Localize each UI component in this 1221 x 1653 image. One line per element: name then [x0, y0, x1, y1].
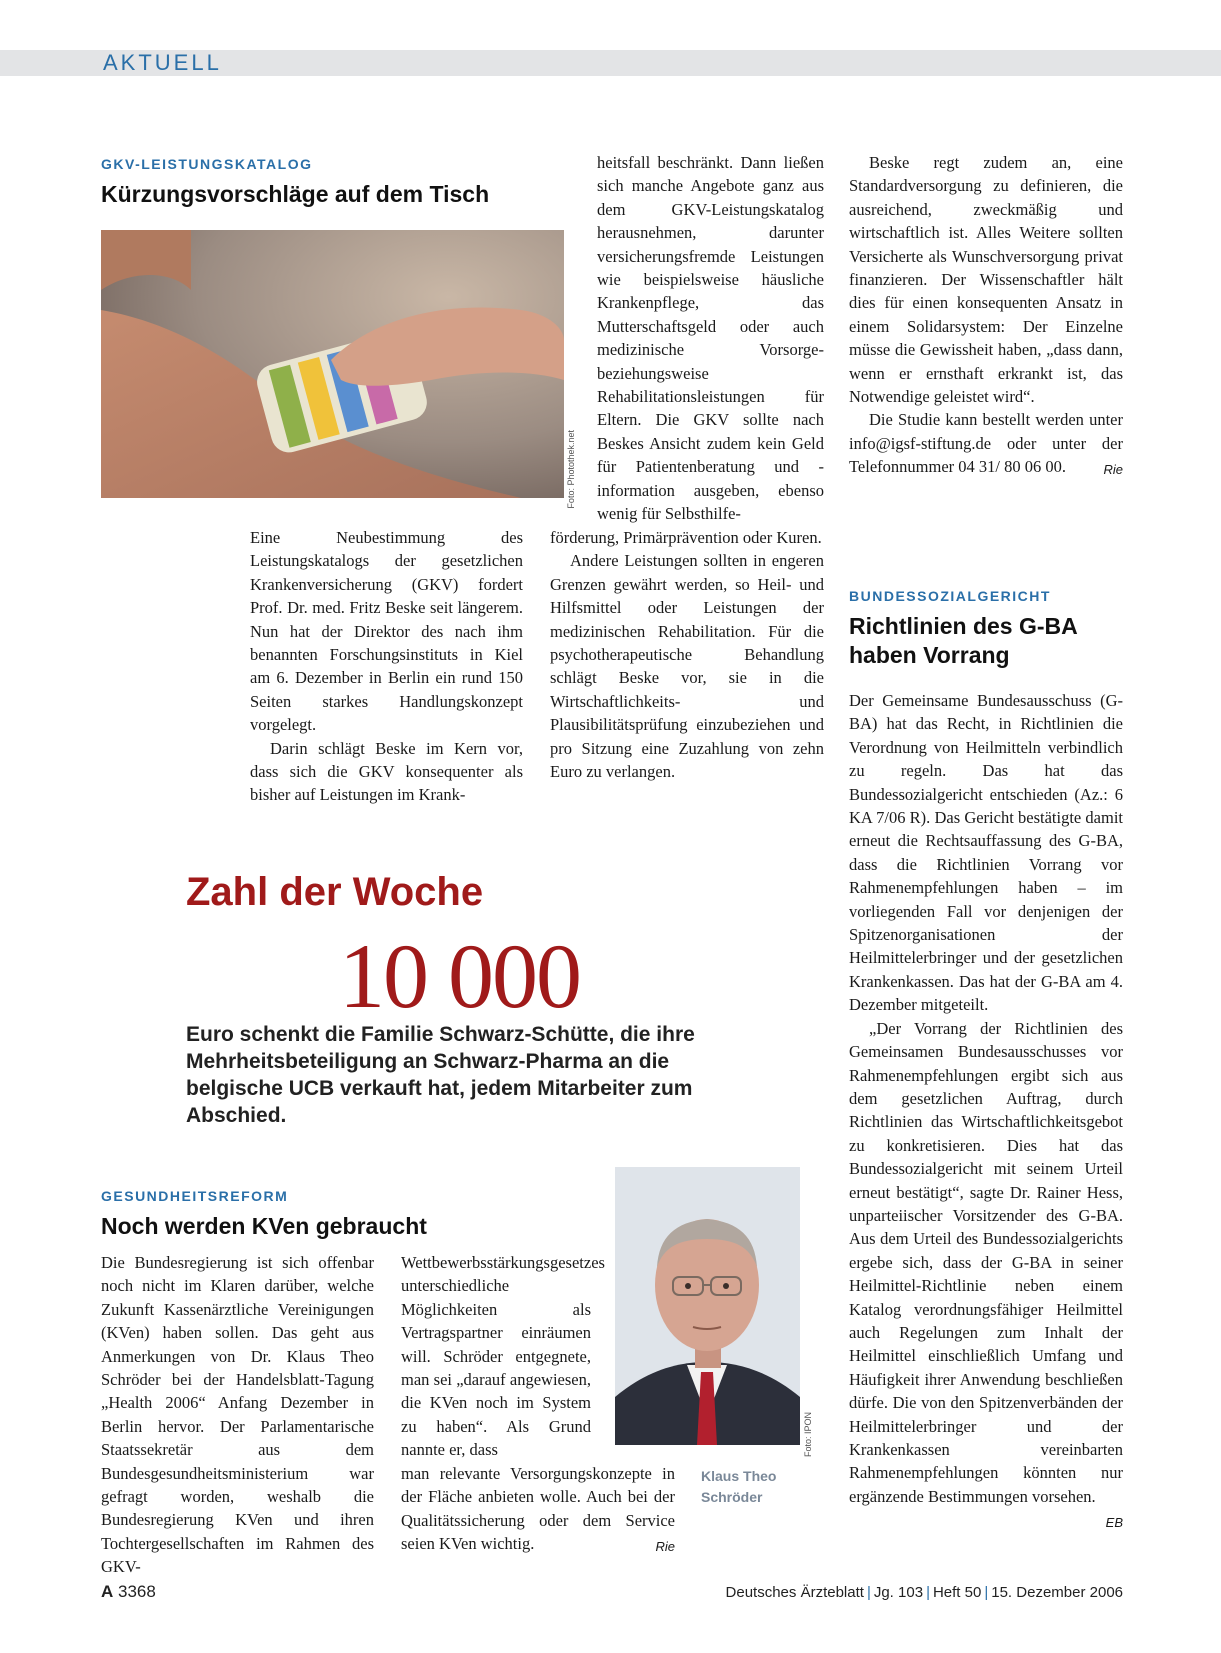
article1-kicker: GKV-LEISTUNGSKATALOG — [101, 156, 313, 172]
article1-column3 — [849, 151, 1123, 482]
footer-divider: | — [866, 1584, 871, 1601]
article3-column2-bottom — [401, 1462, 675, 1559]
portrait-photo-credit: Foto: IPON — [803, 1412, 813, 1458]
page-number — [101, 1582, 156, 1602]
zahl-der-woche-number: 10 000 — [339, 925, 580, 1027]
article1-paragraph: förderung, Primärprävention oder Kuren. — [550, 528, 822, 547]
article1-photo-credit: Foto: Photothek.net — [566, 430, 576, 509]
article3-paragraph: man relevante Versorgungskonzepte in der Fläche anbieten wolle. Auch bei der Qualitätssicherung oder dem Service seien KVen wichtig. — [401, 1464, 675, 1554]
article1-paragraph: Beske regt zudem an, eine Standardversorgung zu definieren, die ausreichend, zweckmäßig und wirtschaftlich ist. Alles Weitere sollten Versicherte als Wunschversorgung privat finanzieren. Der Wissenschaftler hält dies für einen konsequenten Ansatz in einem Solidarsystem: Der Einzelne müsse die Gewissheit haben, „dass dann, wenn er ernsthaft erkrankt ist, das Notwendige geleistet wird“. — [849, 153, 1123, 407]
portrait-caption-line1: Klaus Theo — [701, 1468, 777, 1484]
article1-headline: Kürzungsvorschläge auf dem Tisch — [101, 181, 490, 207]
journal-volume: Jg. 103 — [873, 1584, 924, 1601]
portrait-photo — [615, 1167, 800, 1445]
article2-headline-line1: Richtlinien des G-BA — [849, 613, 1078, 639]
journal-date: 15. Dezember 2006 — [991, 1584, 1123, 1601]
article2-signature: EB — [1105, 1515, 1123, 1531]
footer-divider: | — [926, 1584, 930, 1601]
article1-paragraph: Darin schlägt Beske im Kern vor, dass sich die GKV konsequenter als bisher auf Leistungen im Krank- — [250, 738, 523, 805]
zahl-der-woche-text: Euro schenkt die Familie Schwarz-Schütte, die ihre Mehrheitsbeteiligung an Schwarz-Pharma an die belgische UCB verkauft hat, jedem Mitarbeiter zum Abschied. — [186, 1023, 695, 1127]
page-number-value: 3368 — [118, 1582, 156, 1601]
article1-signature: Rie — [1103, 462, 1123, 478]
portrait-caption-line2: Schröder — [701, 1489, 763, 1505]
article3-paragraph: Wettbewerbsstärkungsgesetzes unterschiedliche Möglichkeiten als Vertragspartner einräumen will. Schröder entgegnete, man sei „darauf angewiesen, die KVen noch im System zu haben“. Als Grund nannte er, dass — [401, 1253, 605, 1460]
article2-paragraph: Der Gemeinsame Bundesausschuss (G-BA) hat das Recht, in Richtlinien die Verordnung von Heilmitteln verbindlich zu regeln. Das hat das Bundessozialgericht entschieden (Az.: 6 KA 7/06 R). Das Gericht bestätigte damit erneut die Rechtsauffassung des G-BA, dass die Richtlinien Vorrang vor Rahmenempfehlungen haben – im vorliegenden Fall vor denjenigen der Spitzenorganisationen der Heilmittelerbringer und der gesetzlichen Krankenkassen. Das hat der G-BA am 4. Dezember mitgeteilt. — [849, 691, 1123, 1015]
article2-kicker: BUNDESSOZIALGERICHT — [849, 588, 1051, 604]
portrait-caption — [701, 1466, 776, 1508]
article1-column2-bottom — [550, 526, 824, 783]
portrait-image — [615, 1167, 800, 1445]
article1-column1 — [250, 526, 523, 807]
article1-paragraph: Eine Neubestimmung des Leistungskatalogs der gesetzlichen Krankenversicherung (GKV) fordert Prof. Dr. med. Fritz Beske seit längerem. Nun hat der Direktor des nach ihm benannten Forschungsinstituts in Kiel am 6. Dezember in Berlin ein rund 150 Seiten starkes Handlungskonzept vorgelegt. — [250, 528, 523, 735]
shoulder-massage-image — [101, 230, 564, 498]
article3-column2-top — [401, 1251, 605, 1462]
article2-headline — [849, 612, 1078, 670]
article1-paragraph: heitsfall beschränkt. Dann ließen sich manche Angebote ganz aus dem GKV-Leistungskatalog herausnehmen, darunter versicherungsfremde Leistungen wie beispielsweise häusliche Krankenpflege, das Mutterschaftsgeld oder auch medizinische Vorsorge- beziehungsweise Rehabilitationsleistungen für Eltern. Die GKV sollte nach Beskes Ansicht zudem kein Geld für Patientenberatung und -information ausgeben, ebenso wenig für Selbsthilfe- — [597, 153, 824, 524]
footer-imprint — [726, 1584, 1123, 1601]
article3-signature: Rie — [655, 1539, 675, 1555]
article2-paragraph: „Der Vorrang der Richtlinien des Gemeinsamen Bundesausschusses vor Rahmenempfehlungen ergibt sich aus dem gesetzlichen Auftrag, durch Richtlinien das Wirtschaftlichkeitsgebot zu konkretisieren. Dies hat das Bundessozialgericht mit seinem Urteil erneut bestätigt“, sagte Dr. Rainer Hess, unparteiischer Vorsitzender des G-BA. Aus dem Urteil des Bundessozialgerichts ergebe sich, dass der G-BA in seiner Heilmittel-Richtlinie neben einem Katalog verordnungsfähiger Heilmittel auch Regelungen zum Inhalt der Heilmittel einschließlich Umfang und Häufigkeit ihrer Anwendung beschließen dürfe. Die von den Spitzenverbänden der Heilmittelerbringer und der Krankenkassen vereinbarten Rahmenempfehlungen könnten nur ergänzende Bestimmungen vorsehen. — [849, 1018, 1123, 1506]
article3-column1 — [101, 1251, 374, 1579]
article1-paragraph: Andere Leistungen sollten in engeren Grenzen gewährt werden, so Heil- und Hilfsmittel oder Leistungen der medizinischen Rehabilitation. Für die psychotherapeutische Behandlung schlägt Beske vor, sie in die Wirtschaftlichkeits- und Plausibilitätsprüfung einzubeziehen und pro Sitzung eine Zuzahlung von zehn Euro zu verlangen. — [550, 551, 824, 782]
article1-photo — [101, 230, 564, 498]
footer-divider: | — [984, 1584, 989, 1601]
article3-kicker: GESUNDHEITSREFORM — [101, 1188, 289, 1204]
journal-issue: Heft 50 — [932, 1584, 982, 1601]
article2-column — [849, 689, 1123, 1535]
article3-headline: Noch werden KVen gebraucht — [101, 1213, 427, 1239]
article2-headline-line2: haben Vorrang — [849, 642, 1010, 668]
journal-name: Deutsches Ärzteblatt — [725, 1584, 864, 1601]
page-prefix: A — [101, 1582, 114, 1601]
zahl-der-woche-title: Zahl der Woche — [186, 870, 484, 914]
section-label: AKTUELL — [103, 50, 222, 75]
article1-paragraph: Die Studie kann bestellt werden unter info@igsf-stiftung.de oder unter der Telefonnummer 04 31/ 80 06 00. — [849, 410, 1123, 477]
article3-paragraph: Die Bundesregierung ist sich offenbar noch nicht im Klaren darüber, welche Zukunft Kassenärztliche Vereinigungen (KVen) haben sollen. Das geht aus Anmerkungen von Dr. Klaus Theo Schröder bei der Handelsblatt-Tagung „Health 2006“ Anfang Dezember in Berlin hervor. Der Parlamentarische Staatssekretär aus dem Bundesgesundheitsministerium war gefragt worden, weshalb die Bundesregierung KVen und ihren Tochtergesellschaften im Rahmen des GKV- — [101, 1253, 374, 1577]
article1-column2-top — [597, 151, 824, 526]
